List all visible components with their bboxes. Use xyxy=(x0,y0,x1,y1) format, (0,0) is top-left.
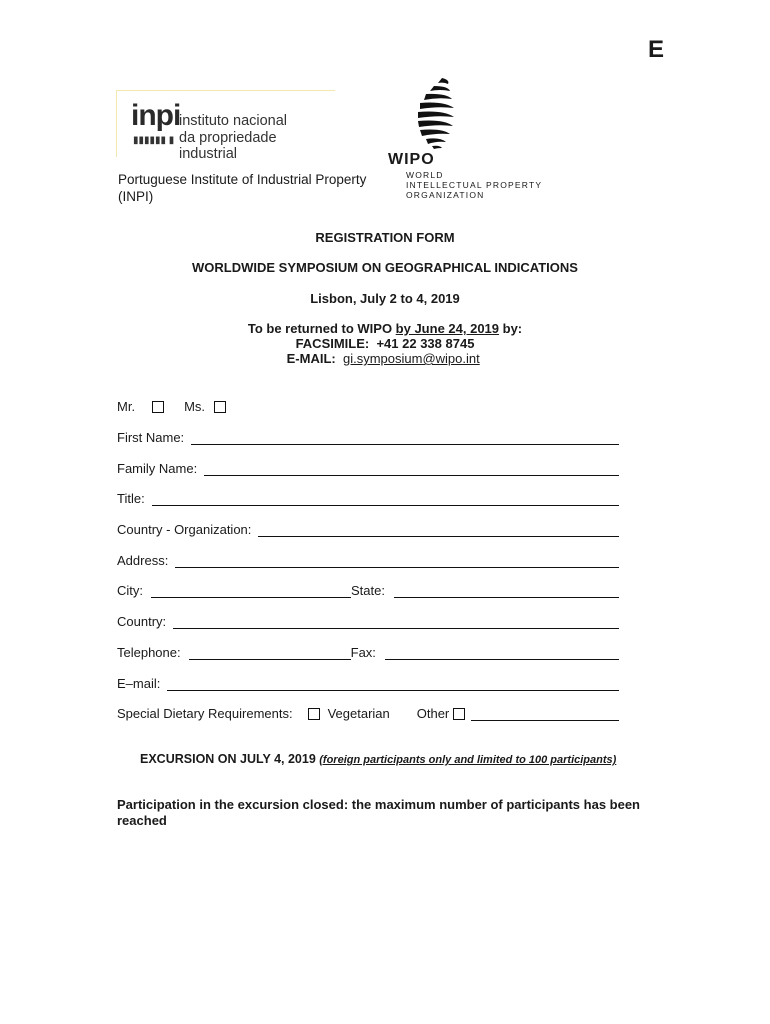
other-checkbox[interactable] xyxy=(453,708,465,720)
form-title: REGISTRATION FORM xyxy=(315,230,455,245)
return-deadline-line: To be returned to WIPO by June 24, 2019 by: xyxy=(247,321,523,336)
fax-field[interactable] xyxy=(385,647,619,660)
return-info xyxy=(0,321,770,366)
title-row xyxy=(117,490,619,506)
fax-line: FACSIMILE: +41 22 338 8745 xyxy=(295,336,475,351)
inpi-logo-bars-icon: ▮▮▮▮▮▮ ▮ xyxy=(133,135,175,146)
telephone-fax-row xyxy=(117,644,619,660)
fax-number: +41 22 338 8745 xyxy=(376,336,475,351)
country-org-row xyxy=(117,521,619,537)
other-field[interactable] xyxy=(471,708,619,721)
other-label: Other xyxy=(416,706,450,721)
excursion-note: (foreign participants only and limited to 100 participants) xyxy=(319,754,617,766)
place-date: Lisbon, July 2 to 4, 2019 xyxy=(310,291,460,306)
email-line: E-MAIL: gi.symposium@wipo.int xyxy=(286,351,480,366)
dietary-row xyxy=(117,705,619,721)
wipo-sub-line1: WORLD xyxy=(406,170,444,180)
city-field[interactable] xyxy=(151,585,351,598)
country-label: Country: xyxy=(117,614,167,629)
dietary-label: Special Dietary Requirements: xyxy=(117,706,293,721)
fax-label: Fax: xyxy=(350,645,376,660)
vegetarian-checkbox[interactable] xyxy=(308,708,320,720)
closed-notice: Participation in the excursion closed: the maximum number of participants has been reached xyxy=(117,797,641,828)
title-field[interactable] xyxy=(152,493,619,506)
mr-checkbox[interactable] xyxy=(152,401,164,413)
address-row xyxy=(117,552,619,568)
title-label: Title: xyxy=(117,491,145,506)
country-org-field[interactable] xyxy=(258,524,619,537)
email-link[interactable]: gi.symposium@wipo.int xyxy=(342,351,480,366)
inpi-logo-line2: da propriedade industrial xyxy=(179,130,277,162)
family-name-row xyxy=(117,460,619,476)
email-label: E–mail: xyxy=(117,676,161,691)
city-state-row xyxy=(117,582,619,598)
country-org-label: Country - Organization: xyxy=(117,522,252,537)
telephone-label: Telephone: xyxy=(117,645,181,660)
event-title: WORLDWIDE SYMPOSIUM ON GEOGRAPHICAL INDICATIONS xyxy=(192,260,578,275)
inpi-logo-line1: instituto nacional xyxy=(179,113,288,129)
first-name-label: First Name: xyxy=(117,430,185,445)
wipo-globe-icon xyxy=(404,76,464,150)
mr-label: Mr. xyxy=(117,399,136,414)
country-field[interactable] xyxy=(173,616,619,629)
ms-label: Ms. xyxy=(184,399,206,414)
inpi-logo-mark: inpi xyxy=(131,99,181,132)
salutation-row xyxy=(117,398,619,414)
email-row xyxy=(117,675,619,691)
email-field[interactable] xyxy=(167,678,619,691)
wipo-logo xyxy=(386,76,566,202)
first-name-field[interactable] xyxy=(191,432,619,445)
family-name-label: Family Name: xyxy=(117,461,198,476)
wipo-sub-line3: ORGANIZATION xyxy=(406,190,485,200)
inpi-caption: Portuguese Institute of Industrial Property (INPI) xyxy=(118,172,367,204)
state-label: State: xyxy=(351,583,385,598)
state-field[interactable] xyxy=(394,585,619,598)
wipo-sub-line2: INTELLECTUAL PROPERTY xyxy=(406,180,543,190)
language-code: E xyxy=(648,36,665,63)
first-name-row xyxy=(117,429,619,445)
country-row xyxy=(117,613,619,629)
excursion-title: EXCURSION ON JULY 4, 2019 xyxy=(140,752,316,766)
family-name-field[interactable] xyxy=(204,463,619,476)
telephone-field[interactable] xyxy=(189,647,351,660)
city-label: City: xyxy=(117,583,143,598)
address-label: Address: xyxy=(117,553,169,568)
address-field[interactable] xyxy=(175,555,619,568)
return-deadline: by June 24, 2019 xyxy=(395,321,500,336)
excursion-heading xyxy=(140,752,616,766)
inpi-logo xyxy=(116,90,335,162)
wipo-name: WIPO xyxy=(388,151,435,168)
vegetarian-label: Vegetarian xyxy=(327,706,390,721)
wipo-subtitle xyxy=(406,170,542,200)
ms-checkbox[interactable] xyxy=(214,401,226,413)
